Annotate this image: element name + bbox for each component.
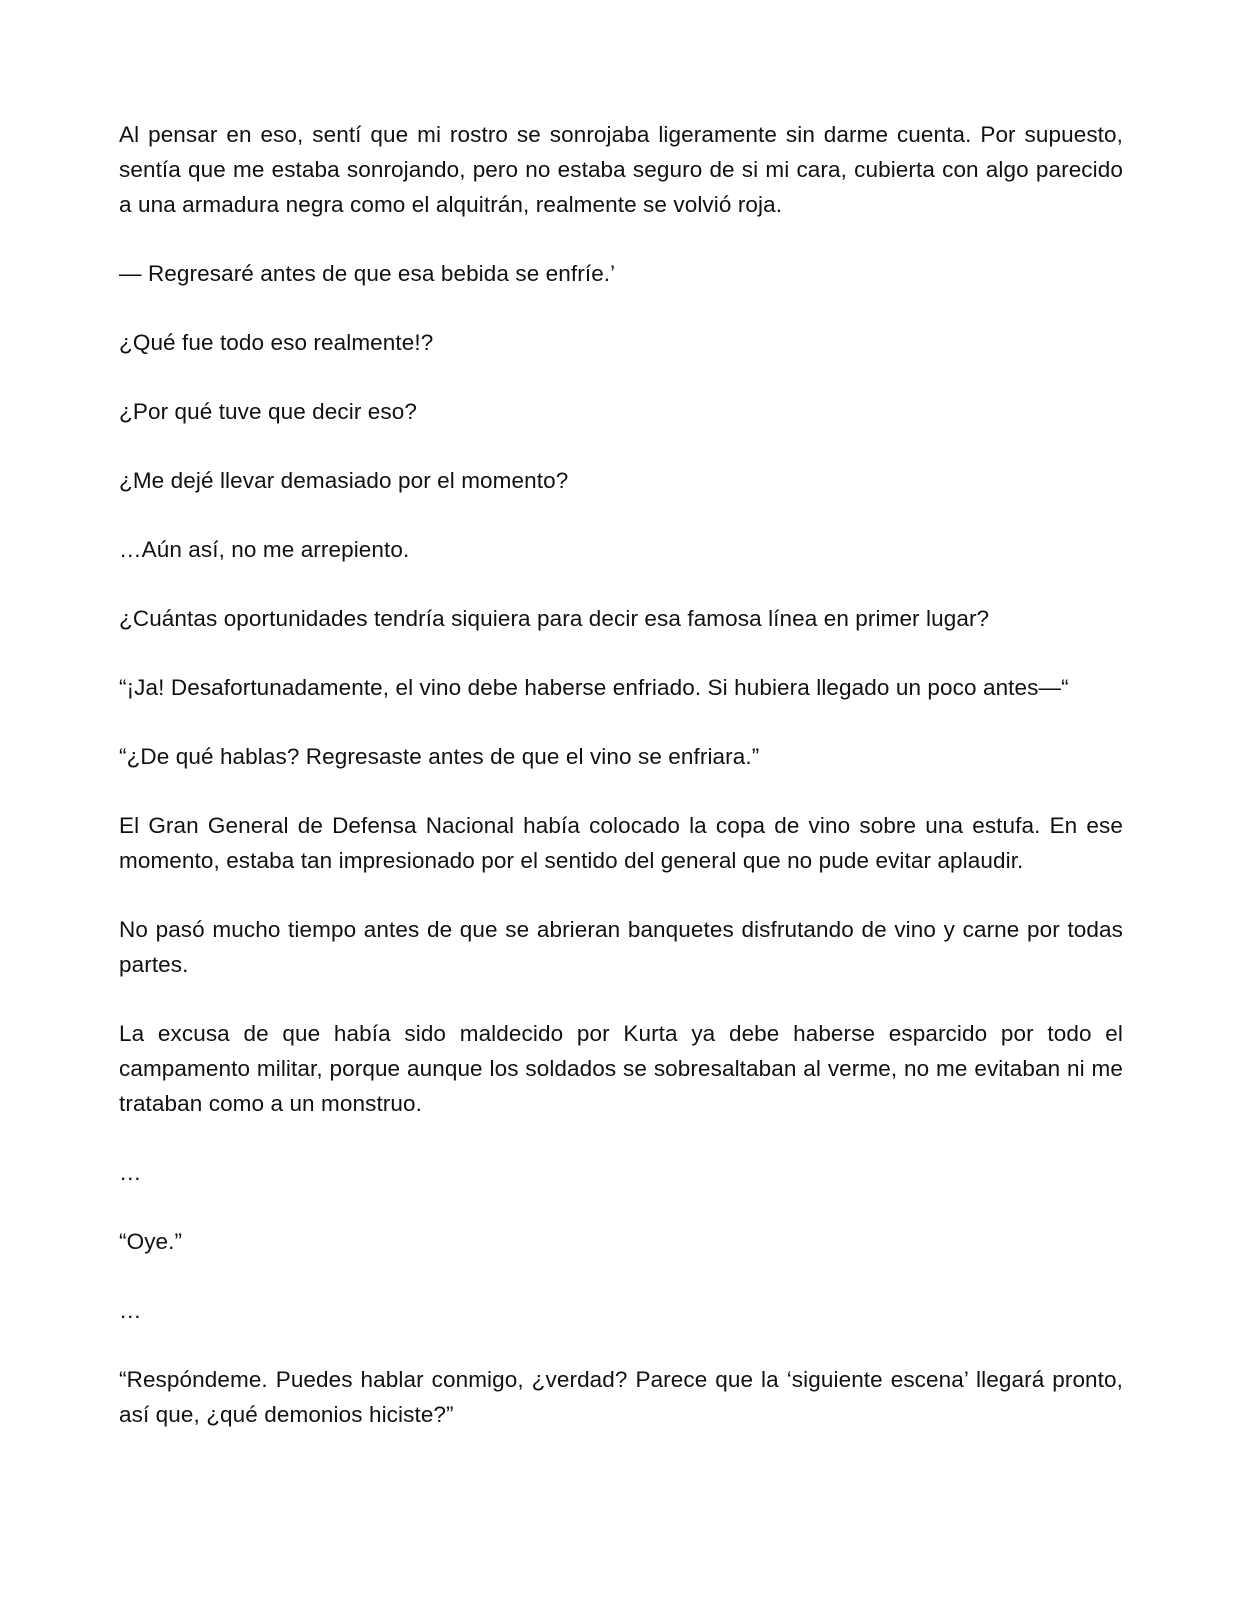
paragraph-6: …Aún así, no me arrepiento. xyxy=(119,537,410,562)
paragraph-11: No pasó mucho tiempo antes de que se abrieran banquetes disfrutando de vino y carne por todas partes. xyxy=(119,917,1123,977)
paragraph-3: ¿Qué fue todo eso realmente!? xyxy=(119,330,434,355)
paragraph-9: “¿De qué hablas? Regresaste antes de que el vino se enfriara.” xyxy=(119,744,760,769)
paragraph-16: “Respóndeme. Puedes hablar conmigo, ¿verdad? Parece que la ‘siguiente escena’ llegará pronto, así que, ¿qué demonios hiciste?” xyxy=(119,1367,1123,1427)
paragraph-13: … xyxy=(119,1160,142,1185)
paragraph-12: La excusa de que había sido maldecido por Kurta ya debe haberse esparcido por todo el campamento militar, porque aunque los soldados se sobresaltaban al verme, no me evitaban ni me trataban como a un monstruo. xyxy=(119,1021,1123,1116)
paragraph-15: … xyxy=(119,1298,142,1323)
paragraph-8: “¡Ja! Desafortunadamente, el vino debe haberse enfriado. Si hubiera llegado un poco antes—“ xyxy=(119,675,1069,700)
paragraph-7: ¿Cuántas oportunidades tendría siquiera para decir esa famosa línea en primer lugar? xyxy=(119,606,990,631)
paragraph-2: — Regresaré antes de que esa bebida se enfríe.’ xyxy=(119,261,616,286)
paragraph-5: ¿Me dejé llevar demasiado por el momento? xyxy=(119,468,569,493)
paragraph-14: “Oye.” xyxy=(119,1229,183,1254)
paragraph-1: Al pensar en eso, sentí que mi rostro se sonrojaba ligeramente sin darme cuenta. Por supuesto, sentía que me estaba sonrojando, pero no estaba seguro de si mi cara, cubierta con algo parecido a una armadura negra como el alquitrán, realmente se volvió roja. xyxy=(119,122,1123,217)
paragraph-4: ¿Por qué tuve que decir eso? xyxy=(119,399,417,424)
paragraph-10: El Gran General de Defensa Nacional había colocado la copa de vino sobre una estufa. En ese momento, estaba tan impresionado por el sentido del general que no pude evitar aplaudir. xyxy=(119,813,1123,873)
